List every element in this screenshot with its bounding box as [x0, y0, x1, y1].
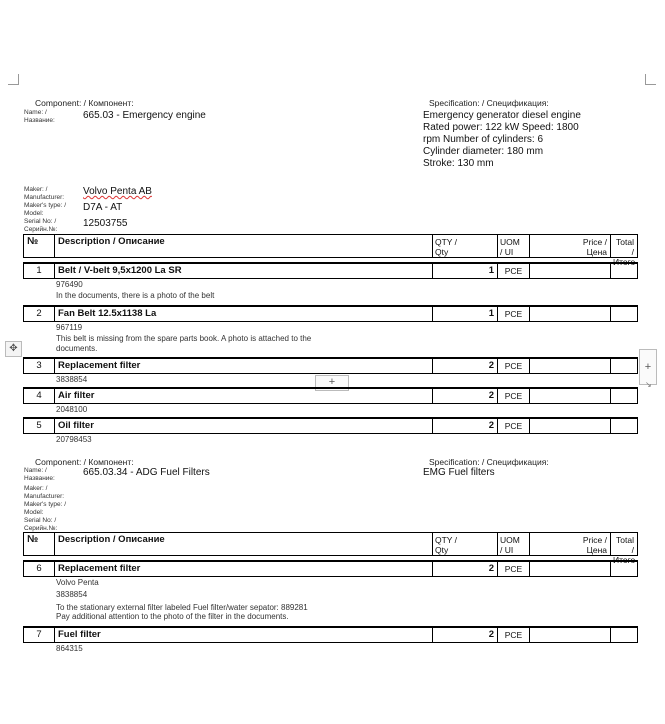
table-move-handle-icon[interactable]: ✥	[5, 341, 22, 357]
col-no: №	[24, 235, 55, 257]
component-label: Component: / Компонент:	[35, 457, 134, 467]
col-price-line2: Цена	[586, 247, 607, 257]
row-description[interactable]: Fuel filter	[55, 628, 433, 642]
row-description[interactable]: Air filter	[55, 389, 433, 403]
col-description: Description / Описание	[55, 533, 433, 555]
spec-line: Rated power: 122 kW Speed: 1800	[423, 122, 579, 133]
col-description: Description / Описание	[55, 235, 433, 257]
row-total[interactable]	[611, 628, 637, 642]
row-qty[interactable]: 1	[433, 264, 498, 278]
maker-value[interactable]	[83, 186, 152, 197]
row-detail: 3838854	[56, 590, 88, 599]
row-total[interactable]	[611, 307, 637, 321]
row-qty[interactable]: 2	[433, 359, 498, 373]
row-description[interactable]: Replacement filter	[55, 359, 433, 373]
row-no: 6	[24, 562, 55, 576]
row-price[interactable]	[530, 562, 611, 576]
col-total-line1: Total /	[616, 237, 634, 257]
name-label-ru: Название:	[24, 117, 55, 124]
makers-type-label: Maker's type: /	[24, 202, 67, 209]
row-uom[interactable]: PCE	[498, 389, 530, 403]
row-no: 5	[24, 419, 55, 433]
model-label: Model:	[24, 210, 44, 217]
row-uom[interactable]: PCE	[498, 562, 530, 576]
col-price-line2: Цена	[586, 545, 607, 555]
col-qty	[433, 235, 498, 257]
row-uom[interactable]: PCE	[498, 307, 530, 321]
col-price	[530, 533, 611, 555]
add-row-icon[interactable]: +	[315, 375, 349, 391]
col-qty-line2: Qty	[435, 545, 449, 555]
row-price[interactable]	[530, 628, 611, 642]
col-price-line1: Price /	[582, 237, 607, 247]
spec-label: Specification: / Спецификация:	[429, 457, 549, 467]
row-description[interactable]: Oil filter	[55, 419, 433, 433]
col-uom	[498, 533, 530, 555]
row-total[interactable]	[611, 359, 637, 373]
col-total-line1: Total /	[616, 535, 634, 555]
row-qty[interactable]: 1	[433, 307, 498, 321]
row-no: 3	[24, 359, 55, 373]
component-value[interactable]: 665.03 - Emergency engine	[83, 110, 206, 121]
spec-label: Specification: / Спецификация:	[429, 98, 549, 108]
row-detail: documents.	[56, 344, 98, 353]
row-total[interactable]	[611, 264, 637, 278]
col-qty-line1: QTY /	[435, 535, 458, 545]
serial-label: Serial No: /	[24, 517, 57, 524]
row-detail: 864315	[56, 644, 83, 653]
col-total-line2: Итого	[613, 257, 636, 267]
maker-label: Maker: /	[24, 485, 48, 492]
row-total[interactable]	[611, 419, 637, 433]
col-uom-line1: UOM	[500, 237, 520, 247]
row-detail: To the stationary external filter labeled Fuel filter/water sepator: 889281	[56, 603, 308, 612]
col-price-line1: Price /	[582, 535, 607, 545]
row-price[interactable]	[530, 359, 611, 373]
row-detail: In the documents, there is a photo of the belt	[56, 291, 215, 300]
col-uom-line2: / UI	[500, 247, 514, 257]
row-no: 2	[24, 307, 55, 321]
row-detail: 3838854	[56, 375, 88, 384]
name-label-ru: Название:	[24, 475, 55, 482]
table-row[interactable]	[23, 626, 638, 643]
row-uom[interactable]: PCE	[498, 628, 530, 642]
row-price[interactable]	[530, 389, 611, 403]
table-row[interactable]	[23, 305, 638, 322]
table-row[interactable]	[23, 560, 638, 577]
page-corner-mark	[8, 74, 19, 85]
spec-line: Emergency generator diesel engine	[423, 110, 581, 121]
spec-text[interactable]	[423, 110, 581, 170]
col-uom-line2: / UI	[500, 545, 514, 555]
row-price[interactable]	[530, 264, 611, 278]
row-no: 7	[24, 628, 55, 642]
col-total	[611, 533, 637, 565]
col-qty-line2: Qty	[435, 247, 449, 257]
row-detail: 2048100	[56, 405, 88, 414]
spec-line: rpm Number of cylinders: 6	[423, 134, 544, 145]
spec-text[interactable]: EMG Fuel filters	[423, 467, 495, 478]
name-label-en: Name: /	[24, 467, 47, 474]
table-row[interactable]	[23, 262, 638, 279]
row-uom[interactable]: PCE	[498, 419, 530, 433]
row-uom[interactable]: PCE	[498, 264, 530, 278]
serial-value[interactable]: 12503755	[83, 218, 128, 229]
col-uom-line1: UOM	[500, 535, 520, 545]
manufacturer-label: Manufacturer:	[24, 194, 65, 201]
row-detail: 20798453	[56, 435, 92, 444]
row-price[interactable]	[530, 419, 611, 433]
col-price	[530, 235, 611, 257]
table-row[interactable]	[23, 387, 638, 404]
serial-label: Serial No: /	[24, 218, 57, 225]
row-qty[interactable]: 2	[433, 628, 498, 642]
component-value[interactable]: 665.03.34 - ADG Fuel Filters	[83, 467, 210, 478]
model-label: Model:	[24, 509, 44, 516]
name-label-en: Name: /	[24, 109, 47, 116]
page-corner-mark	[645, 74, 656, 85]
spec-line: Stroke: 130 mm	[423, 158, 494, 169]
table-row[interactable]	[23, 357, 638, 374]
col-total	[611, 235, 637, 267]
row-no: 1	[24, 264, 55, 278]
row-detail: 967119	[56, 323, 83, 332]
row-uom[interactable]: PCE	[498, 359, 530, 373]
spec-line: Cylinder diameter: 180 mm	[423, 146, 544, 157]
table-row[interactable]	[23, 417, 638, 434]
maker-label: Maker: /	[24, 186, 48, 193]
manufacturer-label: Manufacturer:	[24, 493, 65, 500]
col-no: №	[24, 533, 55, 555]
col-qty-line1: QTY /	[435, 237, 458, 247]
col-uom	[498, 235, 530, 257]
maker-value-text: Volvo Penta AB	[83, 186, 152, 197]
row-detail: 976490	[56, 280, 83, 289]
serial-label-ru: Серийн.№:	[24, 226, 58, 233]
row-price[interactable]	[530, 307, 611, 321]
row-total[interactable]	[611, 562, 637, 576]
row-no: 4	[24, 389, 55, 403]
row-total[interactable]	[611, 389, 637, 403]
row-description[interactable]: Belt / V-belt 9,5x1200 La SR	[55, 264, 433, 278]
row-qty[interactable]: 2	[433, 562, 498, 576]
serial-label-ru: Серийн.№:	[24, 525, 58, 532]
row-qty[interactable]: 2	[433, 389, 498, 403]
makers-type-label: Maker's type: /	[24, 501, 67, 508]
col-qty	[433, 533, 498, 555]
table-header	[23, 234, 638, 267]
component-label: Component: / Компонент:	[35, 98, 134, 108]
makers-type-value[interactable]: D7A - AT	[83, 202, 123, 213]
row-detail: Volvo Penta	[56, 578, 99, 587]
add-column-icon[interactable]: +	[639, 349, 657, 385]
col-total-line2: Итого	[613, 555, 636, 565]
row-description[interactable]: Replacement filter	[55, 562, 433, 576]
resize-handle-icon[interactable]: ↘	[645, 380, 652, 389]
row-detail: Pay additional attention to the photo of the filter in the documents.	[56, 612, 289, 621]
row-description[interactable]: Fan Belt 12.5x1138 La	[55, 307, 433, 321]
table-header	[23, 532, 638, 565]
row-qty[interactable]: 2	[433, 419, 498, 433]
row-detail: This belt is missing from the spare parts book. A photo is attached to the	[56, 334, 312, 343]
